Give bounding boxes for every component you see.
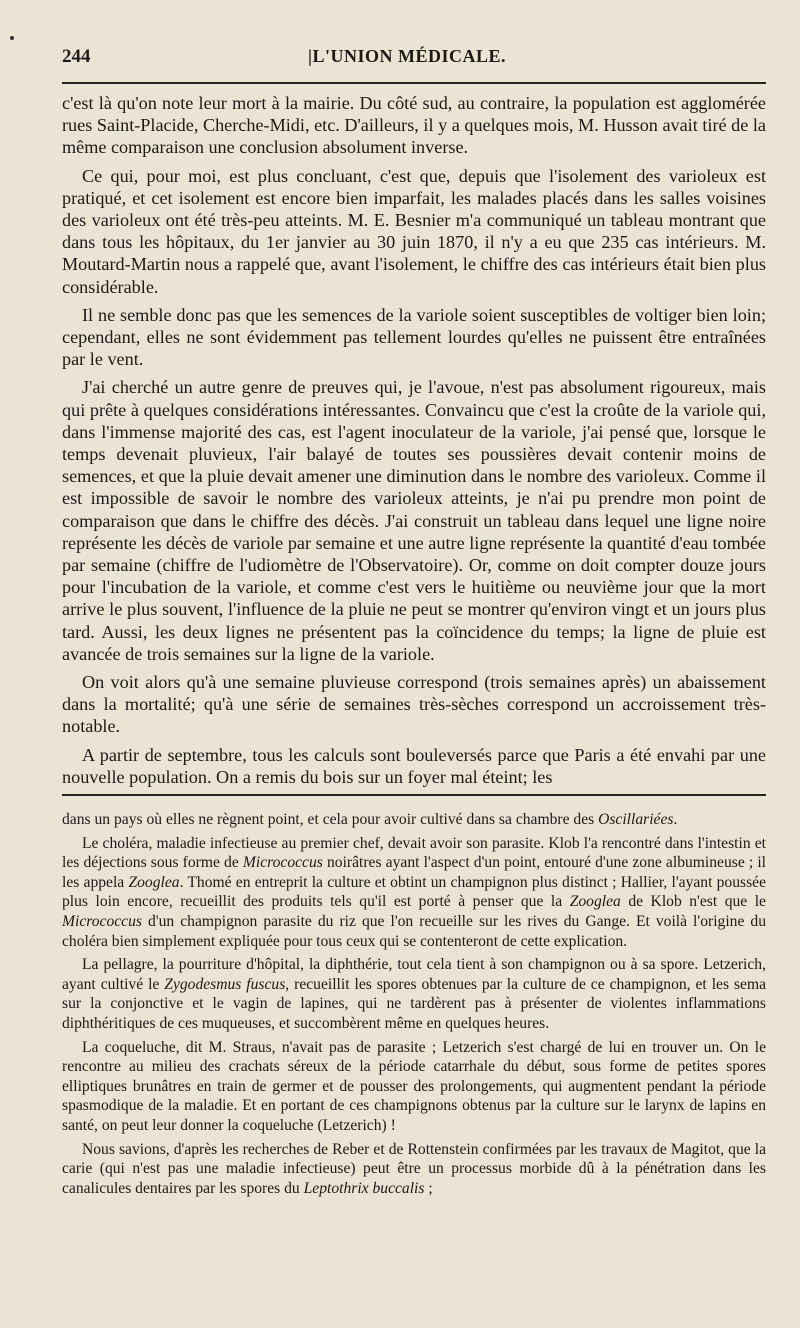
note-paragraph: Nous savions, d'après les recherches de Reber et de Rottenstein confirmées par les travaux de Magitot, que la carie (qui n'est pas une maladie infectieuse) peut être un processus morbide dû à la pénétration dans les canalicules dentaires par les spores du Leptothrix buccalis ; [62, 1140, 766, 1197]
note-paragraph: dans un pays où elles ne règnent point, et cela pour avoir cultivé dans sa chambre des Oscillariées. [62, 811, 678, 829]
footnote-text [62, 810, 766, 1198]
page-number: 244 [62, 46, 91, 67]
main-paragraph: On voit alors qu'à une semaine pluvieuse correspond (trois semaines après) un abaissement dans la mortalité; qu'à une série de semaines très-sèches correspond un accroissement très-notable. [62, 672, 766, 737]
footnote-separator [62, 794, 766, 796]
page-header [62, 46, 766, 84]
note-paragraph: La pellagre, la pourriture d'hôpital, la diphthérie, tout cela tient à son champignon ou à sa spore. Letzerich, ayant cultivé le Zygodesmus fuscus, recueillit les spores obtenues par la culture de ce champignon, et les sema sur la conjonctive et le vagin de lapines, qui ne tardèrent pas à présenter de violentes inflammations diphthéritiques de ces muqueuses, et succombèrent même en quelques heures. [62, 956, 766, 1033]
main-paragraph: c'est là qu'on note leur mort à la mairie. Du côté sud, au contraire, la population est agglomérée rues Saint-Placide, Cherche-Midi, etc. D'ailleurs, il y a quelques mois, M. Husson avait tiré de la même comparaison une conclusion absolument inverse. [62, 93, 766, 158]
main-paragraph: Ce qui, pour moi, est plus concluant, c'est que, depuis que l'isolement des varioleux est pratiqué, et cet isolement est encore bien imparfait, les malades placés dans les salles voisines des varioleux ont été très-peu atteints. M. E. Besnier m'a communiqué un tableau montrant que dans tous les hôpitaux, du 1er janvier au 30 juin 1870, il n'y a eu que 235 cas intérieurs. M. Moutard-Martin nous a rappelé que, avant l'isolement, le chiffre des cas intérieurs était bien plus considérable. [62, 165, 766, 297]
note-paragraph: Le choléra, maladie infectieuse au premier chef, devait avoir son parasite. Klob l'a rencontré dans l'intestin et les déjections sous forme de Micrococcus noirâtres ayant l'aspect d'un point, entouré d'une zone albumineuse ; il les appela Zooglea. Thomé en entreprit la culture et obtint un champignon plus distinct ; Hallier, l'ayant poussée plus loin encore, recueillit des produits tels qu'il est porté à penser que la Zooglea de Klob n'est que le Micrococcus d'un champignon parasite du riz que l'on recueille sur les rives du Gange. Et voilà l'origine du choléra bien simplement expliquée pour tous ceux qui se contenteront de cette explication. [62, 834, 767, 950]
note-paragraph: La coqueluche, dit M. Straus, n'avait pas de parasite ; Letzerich s'est chargé de lui en trouver un. On le rencontre au milieu des crachats séreux de la période catarrhale du début, sous forme de petites spores elliptiques brunâtres en train de germer et de pousser des prolongements, qui augmentent pendant la période spasmodique de la maladie. Et en portant de ces champignons obtenus par la culture sur le larynx de lapins en santé, on peut leur donner la coqueluche (Letzerich) ! [62, 1038, 766, 1134]
main-paragraph: J'ai cherché un autre genre de preuves qui, je l'avoue, n'est pas absolument rigoureux, mais qui prête à quelques considérations intéressantes. Convaincu que c'est la croûte de la variole qui, dans l'immense majorité des cas, est l'agent inoculateur de la variole, j'ai pensé que, lorsque le temps devenait pluvieux, l'air balayé de toutes ses poussières devait contenir moins de semences, et que la pluie devait amener une diminution dans le nombre des varioleux. Comme il est impossible de savoir le nombre des varioleux atteints, je n'ai pu prendre mon point de comparaison que dans le chiffre des décès. J'ai construit un tableau dans lequel une ligne noire représente les décès de variole par semaine et une autre ligne représente la quantité d'eau tombée par semaine (chiffre de l'udiomètre de l'Observatoire). Or, comme on doit compter douze jours pour l'incubation de la variole, et comme c'est vers le huitième ou neuvième jour que la mort arrive le plus souvent, l'influence de la pluie ne peut se montrer qu'environ vingt et un jours plus tard. Aussi, les deux lignes ne présentent pas la coïncidence du temps; la ligne de pluie est avancée de trois semaines sur la ligne de la variole. [62, 377, 766, 664]
running-title: |L'UNION MÉDICALE. [308, 46, 506, 66]
main-paragraph: A partir de septembre, tous les calculs sont bouleversés parce que Paris a été envahi par une nouvelle population. On a remis du bois sur un foyer mal éteint; les [62, 744, 766, 787]
main-text [62, 92, 766, 788]
ink-speck [10, 36, 14, 40]
main-paragraph: Il ne semble donc pas que les semences de la variole soient susceptibles de voltiger bien loin; cependant, elles ne sont évidemment pas tellement lourdes qu'elles ne puissent être entraînées par le vent. [62, 304, 766, 370]
